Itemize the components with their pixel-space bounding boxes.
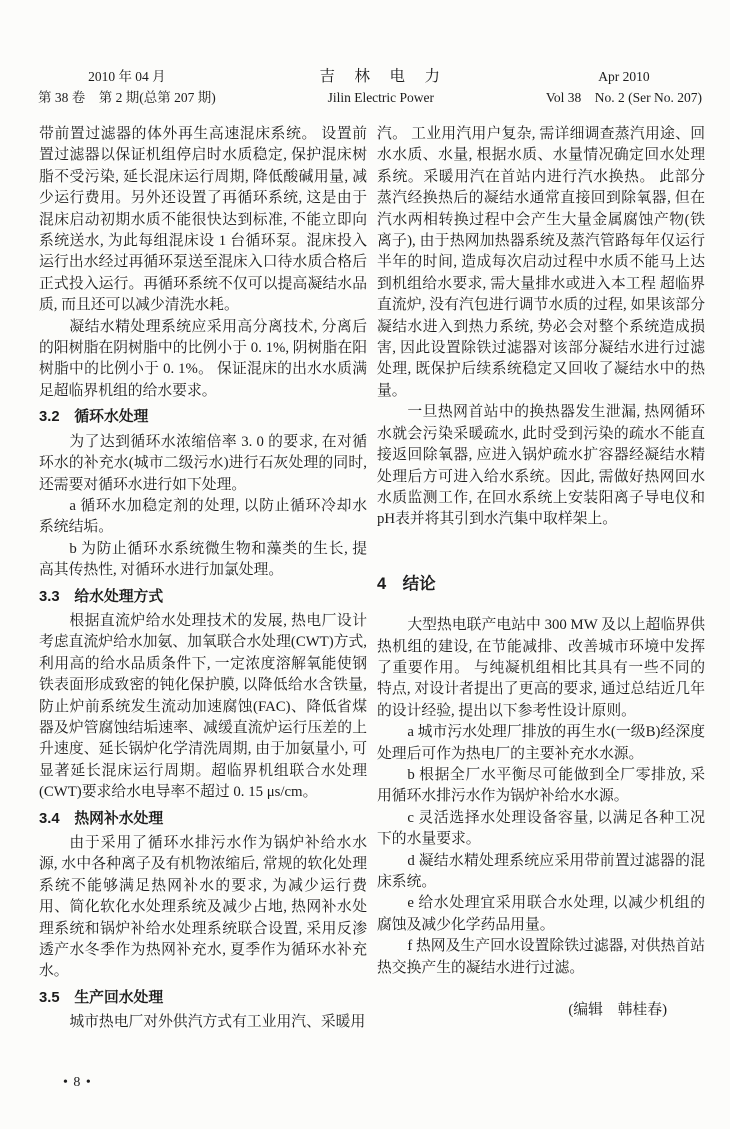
volume-info-cn: 第 38 卷 第 2 期(总第 207 期)	[38, 90, 216, 105]
volume-info-en: Vol 38 No. 2 (Ser No. 207)	[545, 90, 702, 105]
paragraph: 城市热电厂对外供汽方式有工业用汽、采暖用	[69, 1014, 366, 1031]
paragraph: 凝结水精处理系统应采用高分离技术, 分离后的阳树脂在阴树脂中的比例小于 0. 1%, 阴树脂在阳树脂中的比例小于 0. 1%。 保证混床的出水水质满足超临界机组的给水要求。	[39, 318, 367, 399]
issue-date-cn: 2010 年 04 月	[88, 69, 166, 84]
paragraph: b 为防止循环水系统微生物和藻类的生长, 提高其传热性, 对循环水进行加氯处理。	[39, 540, 367, 579]
paragraph: 根据直流炉给水处理技术的发展, 热电厂设计考虑直流炉给水加氨、加氧联合水处理(CWT)方式, 利用高的给水品质条件下, 一定浓度溶解氧能使钢铁表面形成致密的钝化保护膜, 以降低给水含铁量, 防止炉前系统发生流动加速腐蚀(FAC)、降低省煤器及炉管腐蚀结垢速率、减缓直流炉运行压差的上升速度、延长锅炉化学清洗周期, 由于加氨量小, 可显著延长混床运行周期。超临界机组联合水处理(CWT)要求给水电导率不超过 0. 15 μs/cm。	[39, 612, 367, 801]
paragraph: 为了达到循环水浓缩倍率 3. 0 的要求, 在对循环水的补充水(城市二级污水)进行石灰处理的同时, 还需要对循环水进行如下处理。	[39, 433, 367, 493]
paragraph: 带前置过滤器的体外再生高速混床系统。 设置前置过滤器以保证机组停启时水质稳定, 保护混床树脂不受污染, 延长混床运行周期, 降低酸碱用量, 减少运行费用。另外还设置了再循环系统, 这是由于混床启动初期水质不能很快达到标准, 不能立即向系统送水, 为此每组混床设 1 台循环泵。混床投入运行出水经过再循环泵送至混床入口待水质合格后正式投入运行。再循环系统不仅可以提高凝结水品质, 而且还可以减少清洗水耗。	[39, 126, 367, 314]
issue-info-cn	[38, 66, 216, 108]
paragraph: c 灵活选择水处理设备容量, 以满足各种工况下的水量要求。	[377, 809, 705, 848]
issue-info-en	[546, 66, 702, 108]
journal-title-block	[320, 66, 443, 108]
paragraph: f 热网及生产回水设置除铁过滤器, 对供热首站热交换产生的凝结水进行过滤。	[377, 938, 705, 976]
page-header	[38, 66, 702, 108]
paragraph: 大型热电联产电站中 300 MW 及以上超临界供热机组的建设, 在节能减排、改善城市环境中发挥了重要作用。 与纯凝机组相比其具有一些不同的特点, 对设计者提出了更高的要求, 通过总结近几年的设计经验, 提出以下参考性设计原则。	[377, 617, 705, 719]
journal-title-cn: 吉 林 电 力	[319, 68, 443, 85]
journal-title-en: Jilin Electric Power	[327, 90, 435, 105]
paragraph: a 循环水加稳定剂的处理, 以防止循环冷却水系统结垢。	[39, 497, 367, 536]
right-column	[377, 124, 705, 1021]
page-number: • 8 •	[63, 1075, 92, 1090]
section-heading: 4 结论	[377, 574, 436, 593]
section-heading: 3.4 热网补水处理	[39, 810, 164, 827]
issue-date-en: Apr 2010	[598, 69, 650, 84]
paragraph: b 根据全厂水平衡尽可能做到全厂零排放, 采用循环水排污水作为锅炉补给水水源。	[377, 766, 705, 805]
paragraph: e 给水处理宜采用联合水处理, 以减少机组的腐蚀及减少化学药品用量。	[377, 895, 705, 933]
paragraph: d 凝结水精处理系统应采用带前置过滤器的混床系统。	[377, 852, 705, 890]
section-heading: 3.5 生产回水处理	[39, 989, 164, 1006]
paragraph: 汽。 工业用汽用户复杂, 需详细调查蒸汽用途、回水水质、水量, 根据水质、水量情况确定回水处理系统。采暖用汽在首站内进行汽水换热。 此部分蒸汽经换热后的凝结水通常直接回到除氧器, 但在汽水两相转换过程中会产生大量金属腐蚀产物(铁离子), 由于热网加热器系统及蒸汽管路每年仅运行半年的时间, 造成每次启动过程中水质不能马上达到机组给水要求, 需大量排水或进入本工程 超临界直流炉, 没有汽包进行调节水质的过程, 如果该部分凝结水进入到热力系统, 势必会对整个系统造成损害, 因此设置除铁过滤器对该部分凝结水进行过滤处理, 既保护后续系统稳定又回收了凝结水中的热量。	[377, 126, 705, 399]
left-column	[39, 124, 367, 1034]
editor-note: (编辑 韩桂春)	[568, 1002, 667, 1019]
section-heading: 3.3 给水处理方式	[39, 588, 164, 605]
paragraph: a 城市污水处理厂排放的再生水(一级B)经深度处理后可作为热电厂的主要补充水水源。	[377, 724, 705, 762]
section-heading: 3.2 循环水处理	[39, 409, 149, 426]
paragraph: 由于采用了循环水排污水作为锅炉补给水水源, 水中各种离子及有机物浓缩后, 常规的软化处理系统不能够满足热网补水的要求, 为减少运行费用、简化软化水处理系统及减少占地, 热网补水处理系统和锅炉补给水处理系统联合设置, 采用反渗透产水冬季作为热网补充水, 夏季作为循环水补充水。	[39, 835, 367, 980]
paragraph: 一旦热网首站中的换热器发生泄漏, 热网循环水就会污染采暖疏水, 此时受到污染的疏水不能直接返回除氧器, 应进入锅炉疏水扩容器经凝结水精处理后方可进入给水系统。因此, 需做好热网回水水质监测工作, 在回水系统上安装阳离子导电仪和pH表并将其引到水汽集中取样架上。	[377, 404, 705, 528]
